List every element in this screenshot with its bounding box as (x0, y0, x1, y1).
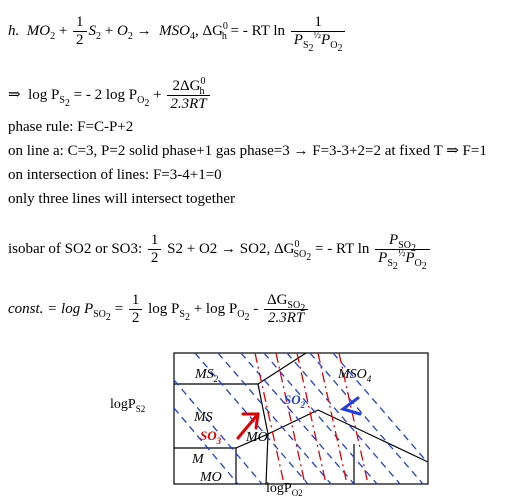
eq-log-num: 2ΔG (172, 78, 201, 94)
equation-h: h. $MO_2$ + $\frac{1}{2}$ $S_2 + O_2 \to MSO_4$, $\Delta G^0_h$ = - RT ln $\frac{1}{P_{S_2}^{\frac{1}{2}}P_{O_2}}$ (8, 14, 347, 49)
y-axis-label: logP$_{S2}$ (110, 397, 146, 414)
region-mso4: $MSO_4$ (338, 367, 372, 384)
eq-h-den: P (293, 32, 303, 48)
region-ms2: $MS_2$ (195, 367, 219, 384)
boundary-mso4-right (318, 410, 428, 462)
const-lead: const. = log P (8, 300, 94, 317)
eq-h-fraction: $\frac{1}{P_{S_2}^{\frac{1}{2}}P_{O_2}}$ (291, 14, 346, 49)
eq-h-label: h. (8, 22, 20, 39)
only-three-text: only three lines will intersect together (8, 191, 236, 207)
equation-const: const. = $\log P_{SO_2}$ = $\frac{1}{2}$ $\log P_{S_2} + \log P_{O_2}$ - $\frac{\Delta G_{SO_2}}{2.3RT}$ (8, 292, 310, 327)
so3-label: $SO_3$ (200, 428, 222, 446)
const-half (129, 292, 143, 327)
const-eq: = (114, 300, 124, 317)
const-num: ΔG (266, 292, 288, 308)
eq-log-fraction: $\frac{2\Delta G^0_h}{2.3RT}$ (167, 78, 209, 113)
eq-h-half: ½ (313, 30, 322, 41)
implies-icon: ⇒ (8, 86, 21, 103)
eq-log-den: 2.3RT (170, 96, 207, 112)
isobar-rt: = - RT ln (315, 240, 370, 257)
isobar-den: P (378, 250, 388, 266)
const-half-num: 1 (129, 292, 143, 310)
eq-log-plus: + (153, 86, 162, 103)
on-line-text: on line a: C=3, P=2 solid phase+1 gas phase=3 → F=3-3+2=2 at fixed T ⇒ F=1 (8, 143, 487, 159)
eq-h-s: S (88, 22, 97, 39)
const-half-den: 2 (131, 310, 140, 326)
isobar-fraction: $\frac{P_{SO_2}}{P_{S_2}^{\frac{1}{2}}P_{O_2}}$ (375, 232, 430, 267)
eq-h-dg: , ΔG (194, 22, 223, 39)
predominance-diagram (0, 340, 526, 502)
eq-log-lhs: log P (28, 86, 60, 103)
region-m: M (192, 452, 204, 467)
isobar-mid: S2 + O2 → SO2, ΔG (167, 240, 295, 257)
intersection-text: on intersection of lines: F=3-4+1=0 (8, 167, 222, 183)
isobar-lead: isobar of SO2 or SO3: (8, 240, 143, 257)
reaction-arrow-icon: → (136, 22, 152, 39)
isobar-half: $\frac{1}{2}$ (148, 232, 162, 267)
const-minus: - (253, 300, 259, 317)
eq-h-product: MSO (159, 22, 190, 39)
const-den: 2.3RT (267, 310, 305, 326)
region-mo-low: MO (200, 470, 222, 485)
phase-rule-text: phase rule: F=C-P+2 (8, 119, 134, 135)
eq-h-o: O (117, 22, 128, 39)
eq-log-rhs: = - 2 log P (73, 86, 138, 103)
isobar-num: P (388, 232, 399, 248)
eq-h-rt: = - RT ln (230, 22, 286, 39)
half-fraction: $\frac{1}{2}$ (73, 14, 87, 49)
const-plus: + log P (193, 300, 238, 317)
red-isobar-line (255, 353, 284, 484)
region-mo: MO (246, 430, 268, 445)
const-rest: log P (148, 300, 180, 317)
x-axis-label: logP$_{O2}$ (266, 481, 303, 498)
equation-isobar: isobar of SO2 or SO3: $\frac{1}{2}$ S2 + O2 → SO2, $\Delta G^0_{SO_2}$ = - RT ln $\frac{P_{SO_2}}{P_{S_2}^{\frac{1}{2}}P_{O_2}}$ (8, 232, 432, 267)
region-ms: MS (194, 410, 213, 425)
equation-log: ⇒ $\log P_{S_2}$ = - 2 $\log P_{O_2}$ + $\frac{2\Delta G^0_h}{2.3RT}$ (8, 78, 212, 113)
eq-h-reactant: MO (26, 22, 51, 39)
eq-h-num: 1 (291, 14, 346, 32)
const-fraction: $\frac{\Delta G_{SO_2}}{2.3RT}$ (264, 292, 308, 327)
so2-label: $SO_2$ (284, 392, 306, 410)
